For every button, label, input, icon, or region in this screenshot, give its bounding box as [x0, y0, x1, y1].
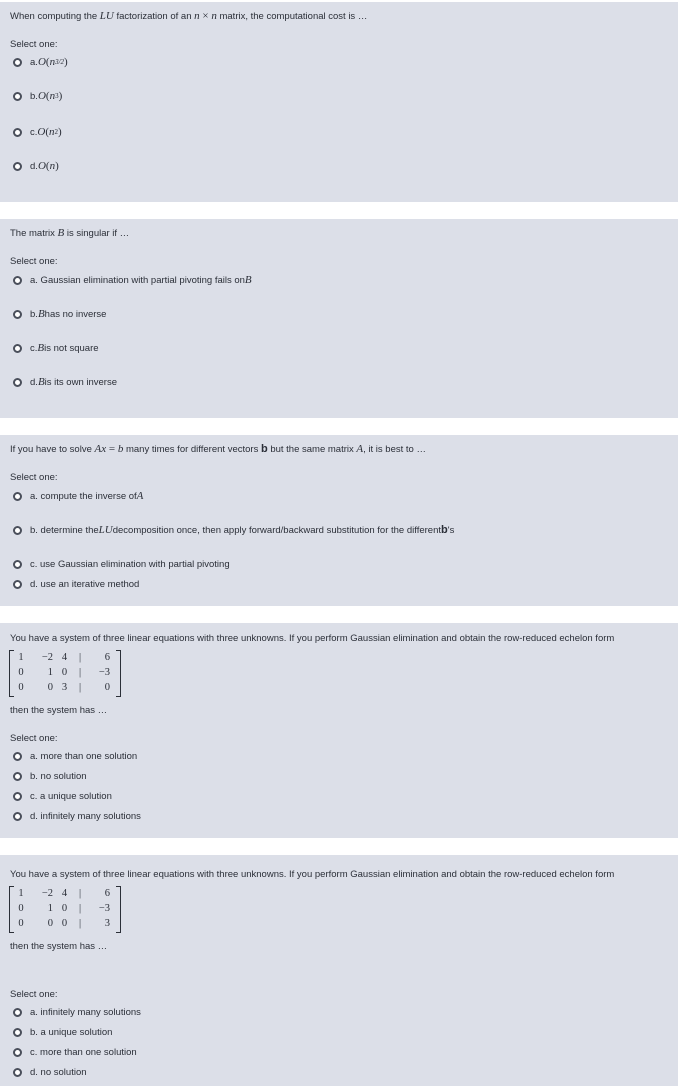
- radio-button[interactable]: [13, 560, 22, 569]
- matrix-row: [13, 901, 110, 916]
- option-b[interactable]: b. a unique solution: [13, 1025, 112, 1039]
- matrix-right-bracket: [116, 886, 121, 933]
- question-text: The matrix B is singular if …: [10, 227, 130, 239]
- radio-button[interactable]: [13, 526, 22, 535]
- matrix-right-bracket: [116, 650, 121, 697]
- matrix-separator: |: [78, 652, 82, 663]
- question-card-3: [0, 435, 678, 606]
- matrix-separator: |: [78, 918, 82, 929]
- select-one-label: Select one:: [10, 256, 58, 267]
- matrix-cell: 1: [47, 903, 53, 914]
- matrix-row: [13, 680, 110, 695]
- question-card-1: [0, 2, 678, 202]
- matrix-cell: 0: [61, 918, 68, 929]
- radio-button[interactable]: [13, 752, 22, 761]
- matrix-separator: |: [78, 667, 82, 678]
- radio-button[interactable]: [13, 492, 22, 501]
- radio-button[interactable]: [13, 1028, 22, 1037]
- matrix-cell: 0: [61, 903, 68, 914]
- option-a[interactable]: a. compute the inverse of A: [13, 489, 143, 503]
- matrix-cell: 3: [104, 918, 110, 929]
- matrix-cell: 1: [18, 652, 24, 663]
- select-one-label: Select one:: [10, 989, 58, 1000]
- matrix-row: [13, 665, 110, 680]
- option-c[interactable]: c. B is not square: [13, 341, 99, 355]
- radio-button[interactable]: [13, 58, 22, 67]
- matrix-row: [13, 886, 110, 901]
- radio-button[interactable]: [13, 1048, 22, 1057]
- matrix-row: [13, 916, 110, 931]
- option-a[interactable]: a. more than one solution: [13, 749, 137, 763]
- matrix-cell: −2: [41, 888, 53, 899]
- matrix-cell: −2: [41, 652, 53, 663]
- question-text-continued: then the system has …: [10, 941, 108, 952]
- question-text: You have a system of three linear equations with three unknowns. If you perform Gaussian elimination and obtain the row-reduced echelon form: [10, 869, 615, 880]
- option-c[interactable]: c. O ( n 2 ): [13, 125, 62, 139]
- matrix-cell: 0: [47, 918, 53, 929]
- option-d[interactable]: d. infinitely many solutions: [13, 809, 141, 823]
- matrix-cell: 0: [104, 682, 110, 693]
- augmented-matrix: [9, 650, 121, 697]
- option-a[interactable]: a. O ( n 3/2 ): [13, 55, 68, 69]
- option-d[interactable]: d. O ( n ): [13, 159, 59, 173]
- matrix-cell: 0: [18, 918, 24, 929]
- matrix-table: [13, 650, 110, 695]
- select-one-label: Select one:: [10, 39, 58, 50]
- option-c[interactable]: c. more than one solution: [13, 1045, 137, 1059]
- radio-button[interactable]: [13, 344, 22, 353]
- question-card-5: [0, 855, 678, 1086]
- option-d[interactable]: d. B is its own inverse: [13, 375, 117, 389]
- question-card-2: [0, 219, 678, 418]
- radio-button[interactable]: [13, 378, 22, 387]
- option-b[interactable]: b. no solution: [13, 769, 87, 783]
- matrix-cell: −3: [98, 667, 110, 678]
- matrix-table: [13, 886, 110, 931]
- matrix-cell: 0: [18, 682, 24, 693]
- matrix-cell: 6: [104, 888, 110, 899]
- question-text: If you have to solve Ax = b many times for different vectors b but the same matrix A, it is best to …: [10, 443, 426, 455]
- matrix-cell: 0: [61, 667, 68, 678]
- option-b[interactable]: b. B has no inverse: [13, 307, 106, 321]
- radio-button[interactable]: [13, 772, 22, 781]
- radio-button[interactable]: [13, 792, 22, 801]
- option-c[interactable]: c. use Gaussian elimination with partial pivoting: [13, 557, 230, 571]
- question-text: You have a system of three linear equations with three unknowns. If you perform Gaussian elimination and obtain the row-reduced echelon form: [10, 633, 615, 644]
- radio-button[interactable]: [13, 812, 22, 821]
- radio-button[interactable]: [13, 580, 22, 589]
- option-b[interactable]: b. determine the LU decomposition once, then apply forward/backward substitution for the different b 's: [13, 523, 454, 537]
- matrix-cell: 4: [61, 652, 68, 663]
- option-c[interactable]: c. a unique solution: [13, 789, 112, 803]
- matrix-cell: 3: [61, 682, 68, 693]
- matrix-separator: |: [78, 682, 82, 693]
- matrix-cell: 6: [104, 652, 110, 663]
- matrix-separator: |: [78, 903, 82, 914]
- radio-button[interactable]: [13, 310, 22, 319]
- option-d[interactable]: d. use an iterative method: [13, 577, 139, 591]
- matrix-cell: 0: [18, 903, 24, 914]
- option-a[interactable]: a. Gaussian elimination with partial pivoting fails on B: [13, 273, 252, 287]
- option-b[interactable]: b. O ( n 3 ): [13, 89, 62, 103]
- matrix-cell: 1: [18, 888, 24, 899]
- matrix-cell: 0: [18, 667, 24, 678]
- matrix-separator: |: [78, 888, 82, 899]
- question-text: When computing the LU factorization of an n × n matrix, the computational cost is …: [10, 10, 368, 22]
- matrix-cell: 4: [61, 888, 68, 899]
- augmented-matrix: [9, 886, 121, 933]
- question-text-continued: then the system has …: [10, 705, 108, 716]
- question-card-4: [0, 623, 678, 838]
- radio-button[interactable]: [13, 162, 22, 171]
- matrix-row: [13, 650, 110, 665]
- matrix-cell: 0: [47, 682, 53, 693]
- select-one-label: Select one:: [10, 472, 58, 483]
- select-one-label: Select one:: [10, 733, 58, 744]
- radio-button[interactable]: [13, 1008, 22, 1017]
- radio-button[interactable]: [13, 128, 22, 137]
- radio-button[interactable]: [13, 276, 22, 285]
- option-d[interactable]: d. no solution: [13, 1065, 87, 1079]
- radio-button[interactable]: [13, 1068, 22, 1077]
- option-a[interactable]: a. infinitely many solutions: [13, 1005, 141, 1019]
- matrix-cell: 1: [47, 667, 53, 678]
- matrix-cell: −3: [98, 903, 110, 914]
- radio-button[interactable]: [13, 92, 22, 101]
